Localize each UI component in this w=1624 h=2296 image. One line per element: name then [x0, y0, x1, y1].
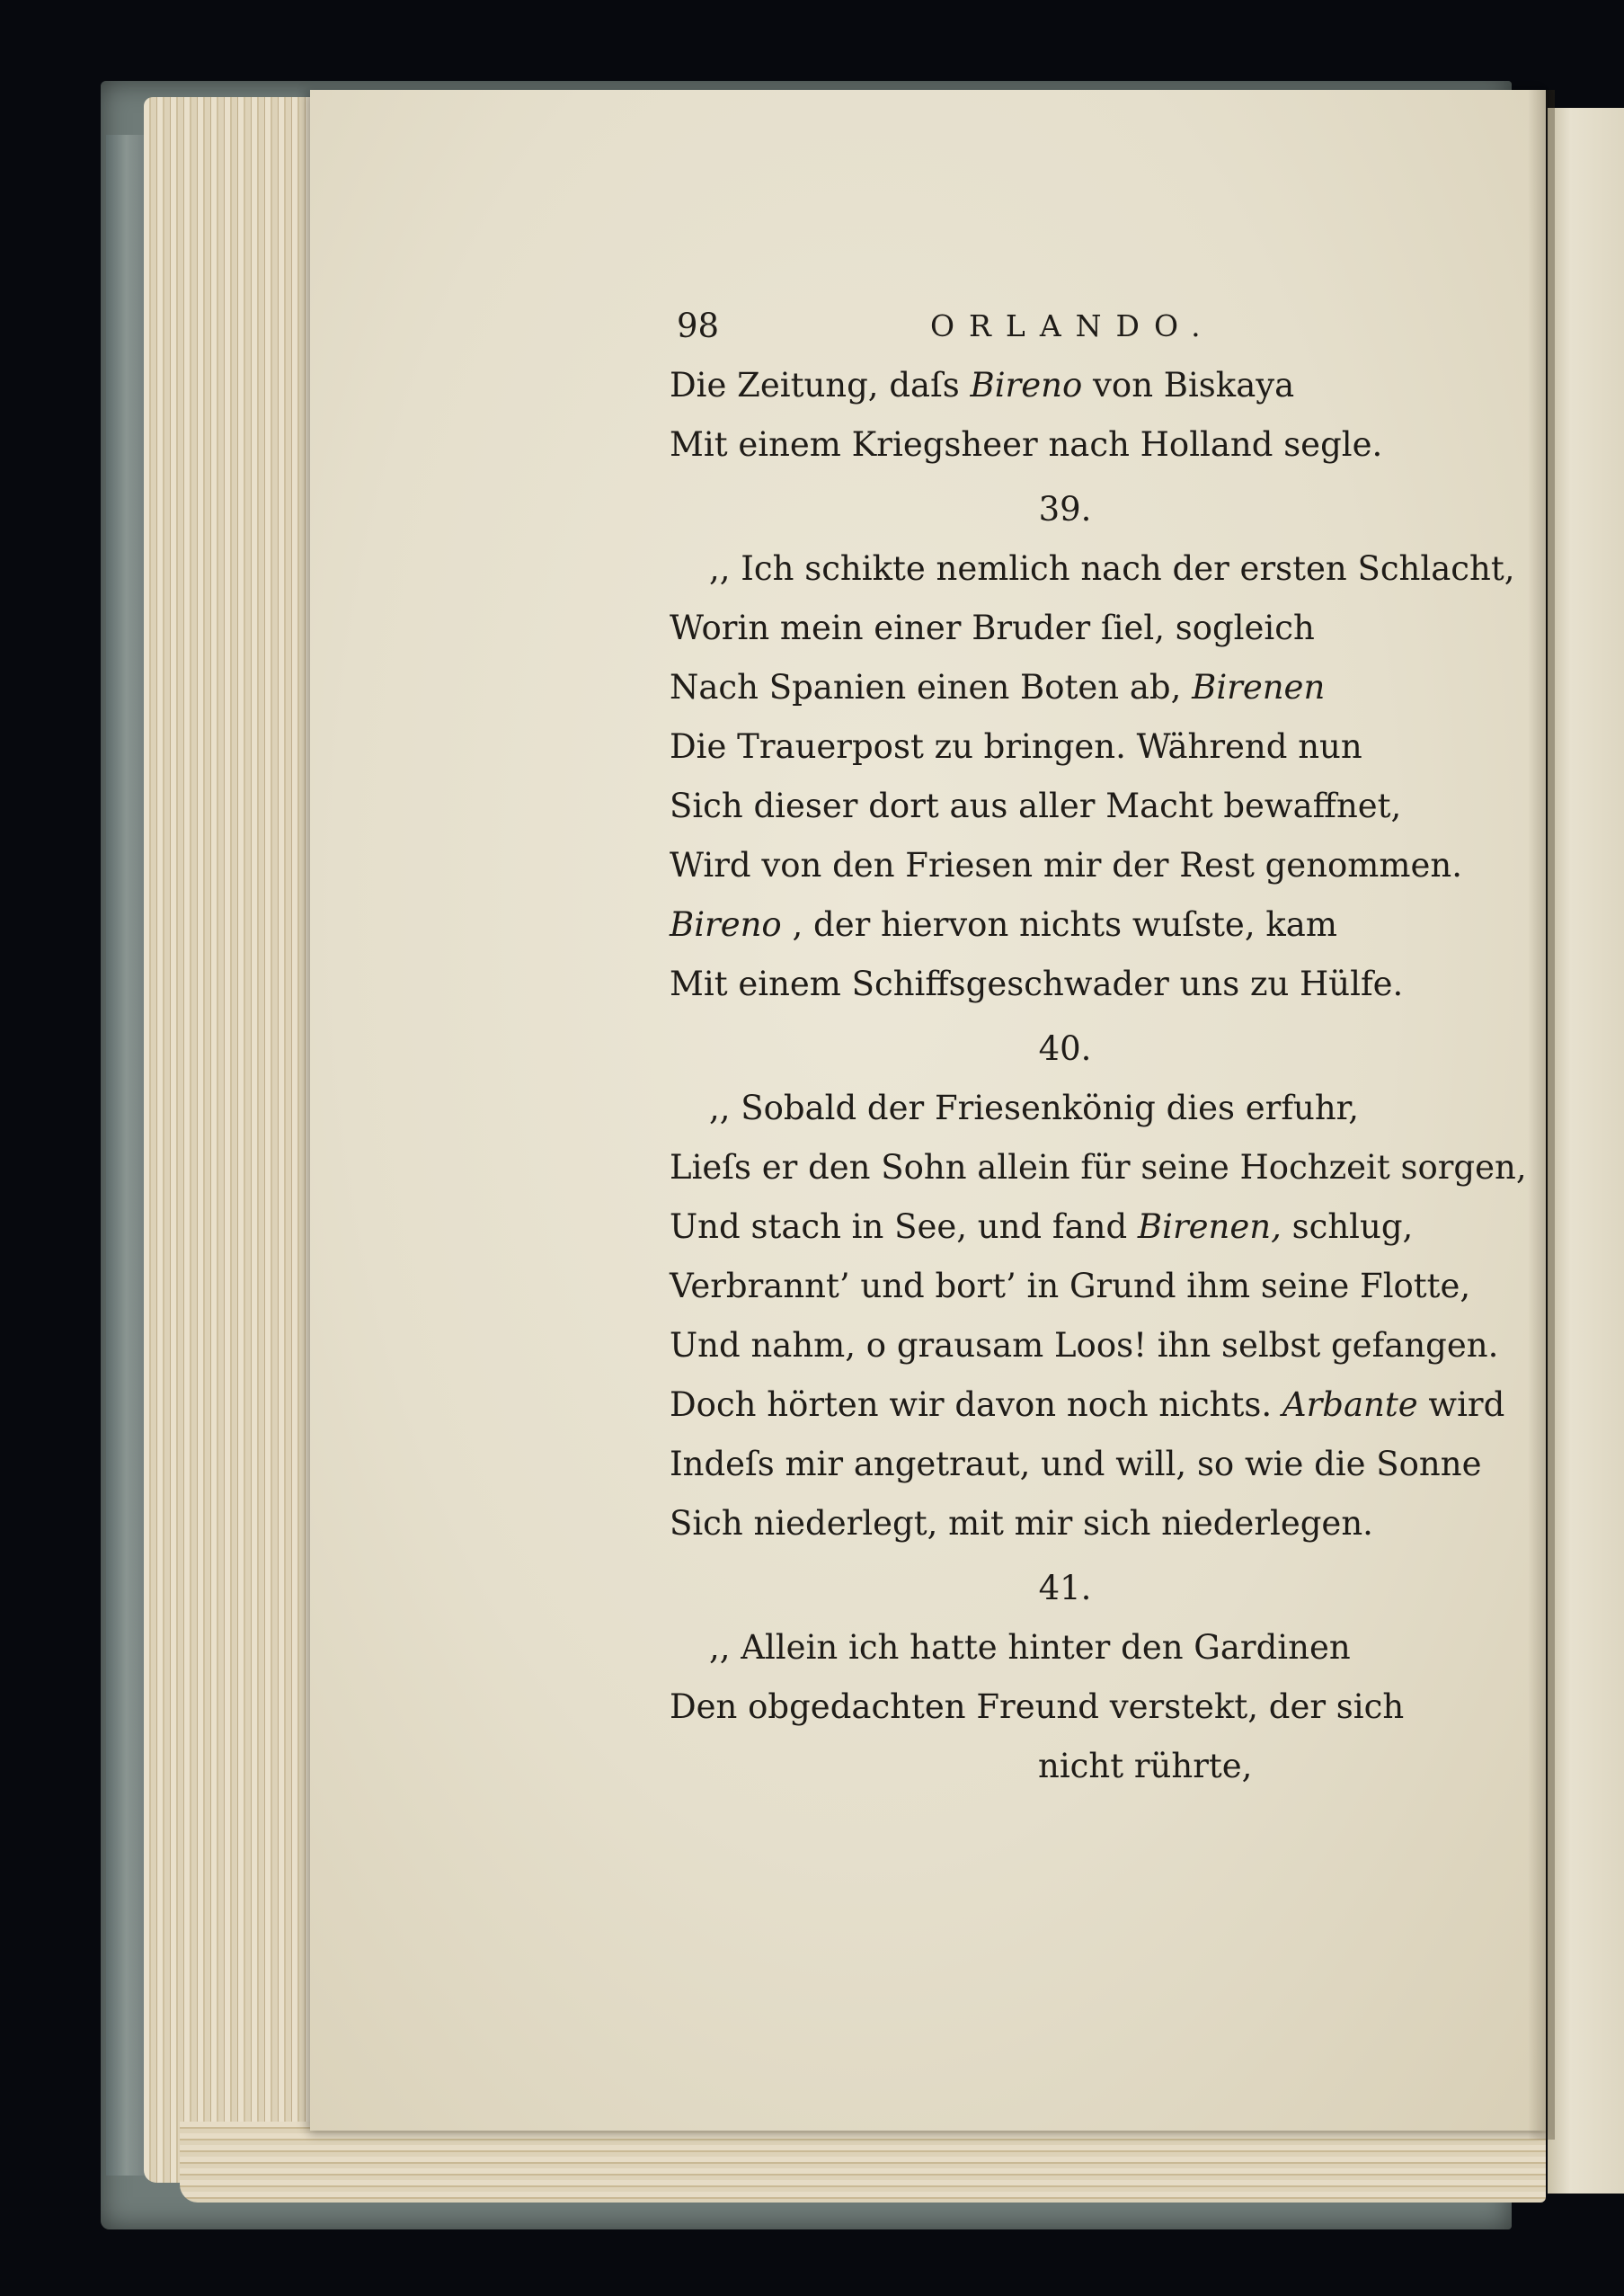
verse-line: [670, 1494, 1460, 1553]
text-run: Sich dieser dort aus aller Macht bewaffnet,: [670, 787, 1402, 825]
text-run: Verbrannt’ und bort’ in Grund ihm seine Flotte,: [670, 1267, 1471, 1305]
verse-line: [670, 1737, 1460, 1796]
verse-line: [670, 415, 1460, 475]
text-run: 39.: [1038, 490, 1092, 529]
text-run: Und nahm, o grausam Loos! ihn selbst gefangen.: [670, 1326, 1499, 1365]
verse-line: [670, 717, 1460, 777]
text-run: Sich niederlegt, mit mir sich niederlegen.: [670, 1504, 1373, 1543]
running-header: [670, 297, 1460, 356]
text-run: Und stach in See, und fand: [670, 1207, 1138, 1246]
text-run: ,, Ich schikte nemlich nach der ersten Schlacht,: [709, 549, 1515, 588]
verse-lines: [670, 356, 1527, 1796]
facing-page-edge: [1548, 108, 1624, 2194]
verse-line: [670, 599, 1460, 658]
text-run: Nach Spanien einen Boten ab,: [670, 668, 1193, 707]
text-run: 40.: [1038, 1029, 1092, 1068]
text-run: ,, Sobald der Friesenkönig dies erfuhr,: [709, 1089, 1360, 1127]
verse-line: [670, 1316, 1499, 1375]
text-run: Die Trauerpost zu bringen. Während nun: [670, 727, 1362, 766]
text-run: Den obgedachten Freund verstekt, der sich: [670, 1687, 1405, 1726]
verse-line: [670, 1079, 1460, 1138]
verse-line: [670, 955, 1460, 1014]
verse-line: [670, 1375, 1505, 1435]
italic-name: Birenen: [1192, 668, 1326, 707]
text-run: wird: [1417, 1385, 1505, 1424]
italic-name: Bireno: [970, 366, 1083, 405]
page-edges-left: [144, 97, 333, 2183]
page-text: [670, 297, 1527, 1796]
stanza-number: [670, 1019, 1460, 1079]
text-run: schlug,: [1281, 1207, 1414, 1246]
text-run: Lieſs er den Sohn allein für seine Hochzeit sorgen,: [670, 1148, 1527, 1187]
text-run: Die Zeitung, daſs: [670, 366, 971, 405]
text-run: , der hiervon nichts wuſste, kam: [781, 905, 1337, 944]
text-run: 41.: [1038, 1569, 1092, 1607]
verse-line: [670, 1257, 1471, 1316]
italic-name: Bireno: [670, 905, 782, 944]
text-run: ,, Allein ich hatte hinter den Gardinen: [709, 1628, 1351, 1667]
text-run: Indeſs mir angetraut, und will, so wie die Sonne: [670, 1445, 1482, 1483]
stanza-number: [670, 480, 1460, 539]
verse-line: [670, 1678, 1460, 1737]
verse-line: [670, 539, 1515, 599]
verse-line: [670, 1618, 1460, 1678]
verse-line: [670, 356, 1460, 415]
page-edges-bottom: [180, 2122, 1546, 2203]
verse-line: [670, 1197, 1460, 1257]
verse-line: [670, 1435, 1482, 1494]
text-run: nicht rührte,: [1038, 1747, 1253, 1785]
text-run: Worin mein einer Bruder ſiel, sogleich: [670, 609, 1315, 647]
text-run: Mit einem Schiffsgeschwader uns zu Hülfe.: [670, 965, 1404, 1003]
text-run: Wird von den Friesen mir der Rest genommen.: [670, 846, 1462, 885]
verse-line: [670, 777, 1460, 836]
text-run: Mit einem Kriegsheer nach Holland segle.: [670, 425, 1383, 464]
verse-line: [670, 658, 1460, 717]
italic-name: Birenen,: [1137, 1207, 1282, 1246]
verse-line: [670, 1138, 1527, 1197]
stanza-number: [670, 1559, 1460, 1618]
verse-line: [670, 895, 1460, 955]
text-run: von Biskaya: [1082, 366, 1295, 405]
running-title: ORLANDO.: [930, 308, 1215, 343]
page-number: 98: [677, 307, 720, 345]
italic-name: Arbante: [1282, 1385, 1418, 1424]
text-run: Doch hörten wir davon noch nichts.: [670, 1385, 1282, 1424]
verse-line: [670, 836, 1460, 895]
gutter-shadow: [1528, 90, 1555, 2140]
